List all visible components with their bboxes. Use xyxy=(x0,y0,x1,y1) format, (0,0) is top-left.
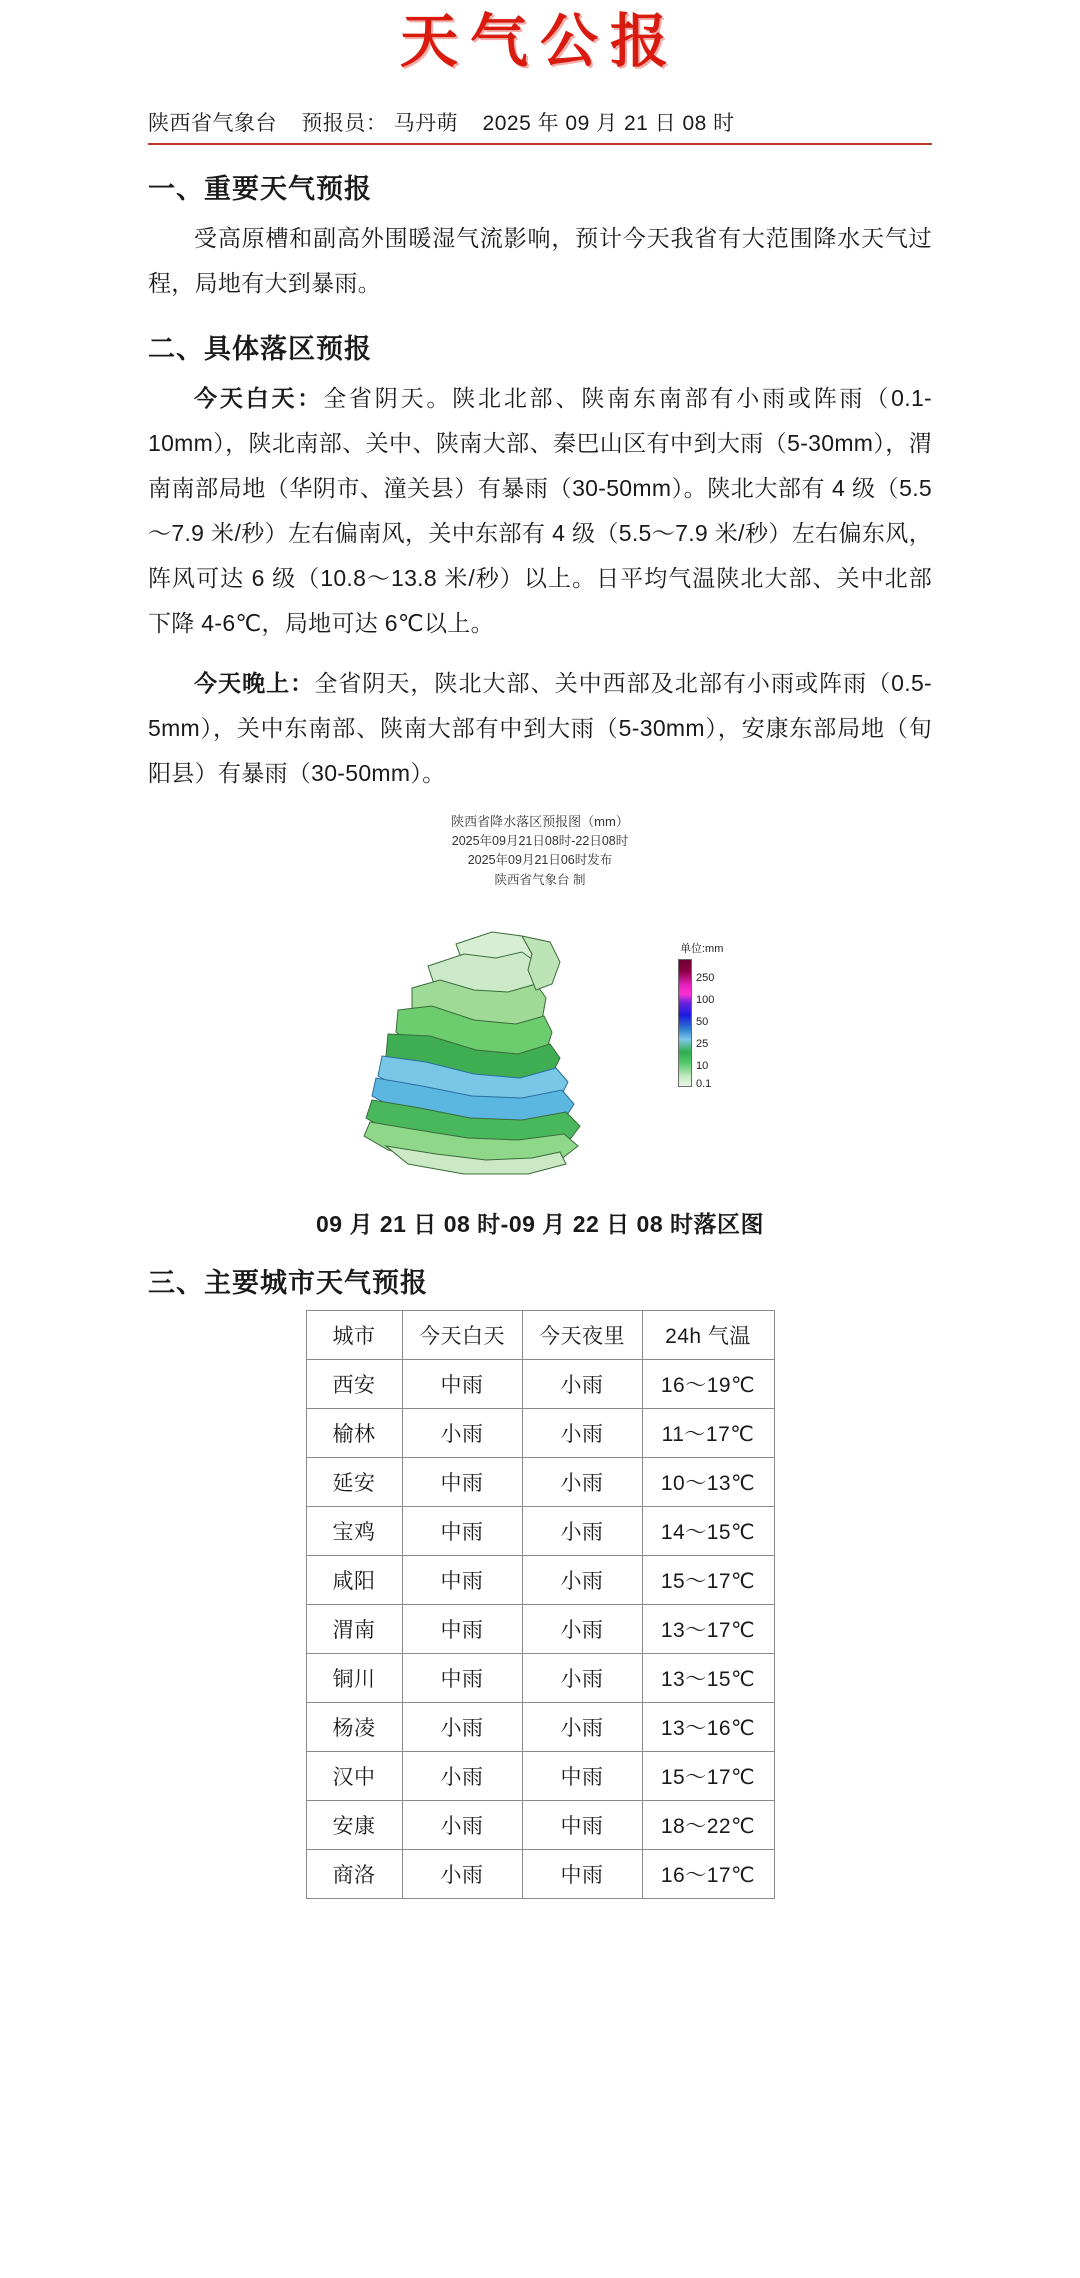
cell-day: 小雨 xyxy=(402,1703,522,1752)
column-header-city: 城市 xyxy=(306,1311,402,1360)
city-forecast-table xyxy=(306,1310,775,1899)
city-forecast-table-wrap xyxy=(148,1310,932,1899)
table-row xyxy=(306,1605,774,1654)
table-row xyxy=(306,1801,774,1850)
cell-city: 咸阳 xyxy=(306,1556,402,1605)
column-header-temp: 24h 气温 xyxy=(642,1311,774,1360)
section-2-paragraph-daytime: 今天白天：全省阴天。陕北北部、陕南东南部有小雨或阵雨（0.1-10mm），陕北南部、关中、陕南大部、秦巴山区有中到大雨（5-30mm），渭南南部局地（华阴市、潼关县）有暴雨（30-50mm）。陕北大部有 4 级（5.5～7.9 米/秒）左右偏南风，关中东部有 4 级（5.5～7.9 米/秒）左右偏东风，阵风可达 6 级（10.8～13.8 米/秒）以上。日平均气温陕北大部、关中北部下降 4-6℃，局地可达 6℃以上。 xyxy=(148,385,932,636)
cell-temp: 14～15℃ xyxy=(642,1507,774,1556)
cell-day: 中雨 xyxy=(402,1507,522,1556)
cell-day: 小雨 xyxy=(402,1752,522,1801)
cell-night: 小雨 xyxy=(522,1409,642,1458)
legend-tick-10: 10 xyxy=(696,1060,709,1073)
map-caption-period: 2025年09月21日08时-22日08时 xyxy=(451,834,629,849)
issuer-name: 陕西省气象台 xyxy=(148,111,277,135)
cell-temp: 16～19℃ xyxy=(642,1360,774,1409)
legend-tick-0-1: 0.1 xyxy=(696,1078,712,1091)
precipitation-map-figure xyxy=(148,812,932,1239)
cell-city: 商洛 xyxy=(306,1850,402,1899)
title-block xyxy=(0,0,1080,81)
legend-tick-labels xyxy=(696,959,750,1091)
cell-city: 西安 xyxy=(306,1360,402,1409)
map-caption-block xyxy=(148,812,932,890)
section-2-paragraph-night: 今天晚上：全省阴天，陕北大部、关中西部及北部有小雨或阵雨（0.5-5mm），关中东南部、陕南大部有中到大雨（5-30mm），安康东部局地（旬阳县）有暴雨（30-50mm）。 xyxy=(148,670,932,787)
table-row xyxy=(306,1507,774,1556)
table-body xyxy=(306,1360,774,1899)
legend-tick-100: 100 xyxy=(696,994,715,1007)
cell-city: 延安 xyxy=(306,1458,402,1507)
section-1-paragraph-1: 受高原槽和副高外围暖湿气流影响，预计今天我省有大范围降水天气过程，局地有大到暴雨。 xyxy=(148,224,932,296)
issuer-header xyxy=(148,107,932,145)
section-heading-3: 三、主要城市天气预报 xyxy=(148,1268,428,1299)
cell-city: 宝鸡 xyxy=(306,1507,402,1556)
forecaster-name: 马丹萌 xyxy=(393,111,459,135)
cell-city: 铜川 xyxy=(306,1654,402,1703)
map-caption-producer: 陕西省气象台 制 xyxy=(494,872,586,887)
table-header-row xyxy=(306,1311,774,1360)
cell-night: 中雨 xyxy=(522,1752,642,1801)
paragraph-lead: 今天白天： xyxy=(194,385,324,412)
page-title: 天气公报 xyxy=(399,7,680,75)
cell-day: 中雨 xyxy=(402,1654,522,1703)
table-head xyxy=(306,1311,774,1360)
cell-day: 小雨 xyxy=(402,1409,522,1458)
cell-temp: 18～22℃ xyxy=(642,1801,774,1850)
cell-night: 小雨 xyxy=(522,1703,642,1752)
cell-temp: 15～17℃ xyxy=(642,1556,774,1605)
cell-city: 安康 xyxy=(306,1801,402,1850)
cell-night: 小雨 xyxy=(522,1458,642,1507)
table-row xyxy=(306,1556,774,1605)
cell-temp: 16～17℃ xyxy=(642,1850,774,1899)
cell-day: 中雨 xyxy=(402,1360,522,1409)
cell-day: 小雨 xyxy=(402,1850,522,1899)
map-canvas xyxy=(260,892,820,1192)
cell-night: 中雨 xyxy=(522,1801,642,1850)
figure-caption: 09 月 21 日 08 时-09 月 22 日 08 时落区图 xyxy=(315,1211,765,1238)
legend-tick-250: 250 xyxy=(696,972,715,985)
column-header-night: 今天夜里 xyxy=(522,1311,642,1360)
table-row xyxy=(306,1752,774,1801)
map-shape-group xyxy=(364,932,580,1174)
cell-night: 小雨 xyxy=(522,1507,642,1556)
cell-temp: 13～15℃ xyxy=(642,1654,774,1703)
cell-temp: 10～13℃ xyxy=(642,1458,774,1507)
legend-body xyxy=(678,959,764,1091)
table-row xyxy=(306,1703,774,1752)
legend-title: 单位:mm xyxy=(680,943,724,956)
issue-datetime: 2025 年 09 月 21 日 08 时 xyxy=(482,111,735,135)
forecaster-label: 预报员： xyxy=(301,111,388,135)
cell-night: 小雨 xyxy=(522,1654,642,1703)
cell-night: 小雨 xyxy=(522,1556,642,1605)
cell-city: 汉中 xyxy=(306,1752,402,1801)
map-caption-issued: 2025年09月21日06时发布 xyxy=(467,853,613,868)
cell-temp: 15～17℃ xyxy=(642,1752,774,1801)
table-row xyxy=(306,1654,774,1703)
legend-tick-25: 25 xyxy=(696,1038,709,1051)
cell-city: 杨凌 xyxy=(306,1703,402,1752)
table-row xyxy=(306,1360,774,1409)
cell-day: 小雨 xyxy=(402,1801,522,1850)
table-row xyxy=(306,1458,774,1507)
cell-day: 中雨 xyxy=(402,1458,522,1507)
cell-day: 中雨 xyxy=(402,1556,522,1605)
document-body xyxy=(148,167,932,1900)
cell-night: 中雨 xyxy=(522,1850,642,1899)
section-heading-1: 一、重要天气预报 xyxy=(148,173,372,204)
legend-color-bar xyxy=(678,959,692,1087)
map-caption-title: 陕西省降水落区预报图（mm） xyxy=(451,813,629,829)
cell-temp: 13～17℃ xyxy=(642,1605,774,1654)
legend-tick-50: 50 xyxy=(696,1016,709,1029)
map-legend xyxy=(678,940,764,1091)
cell-day: 中雨 xyxy=(402,1605,522,1654)
cell-night: 小雨 xyxy=(522,1605,642,1654)
section-heading-2: 二、具体落区预报 xyxy=(148,334,372,365)
cell-city: 榆林 xyxy=(306,1409,402,1458)
cell-temp: 11～17℃ xyxy=(642,1409,774,1458)
table-row xyxy=(306,1409,774,1458)
cell-temp: 13～16℃ xyxy=(642,1703,774,1752)
column-header-day: 今天白天 xyxy=(402,1311,522,1360)
cell-night: 小雨 xyxy=(522,1360,642,1409)
table-row xyxy=(306,1850,774,1899)
cell-city: 渭南 xyxy=(306,1605,402,1654)
paragraph-lead: 今天晚上： xyxy=(194,670,315,697)
